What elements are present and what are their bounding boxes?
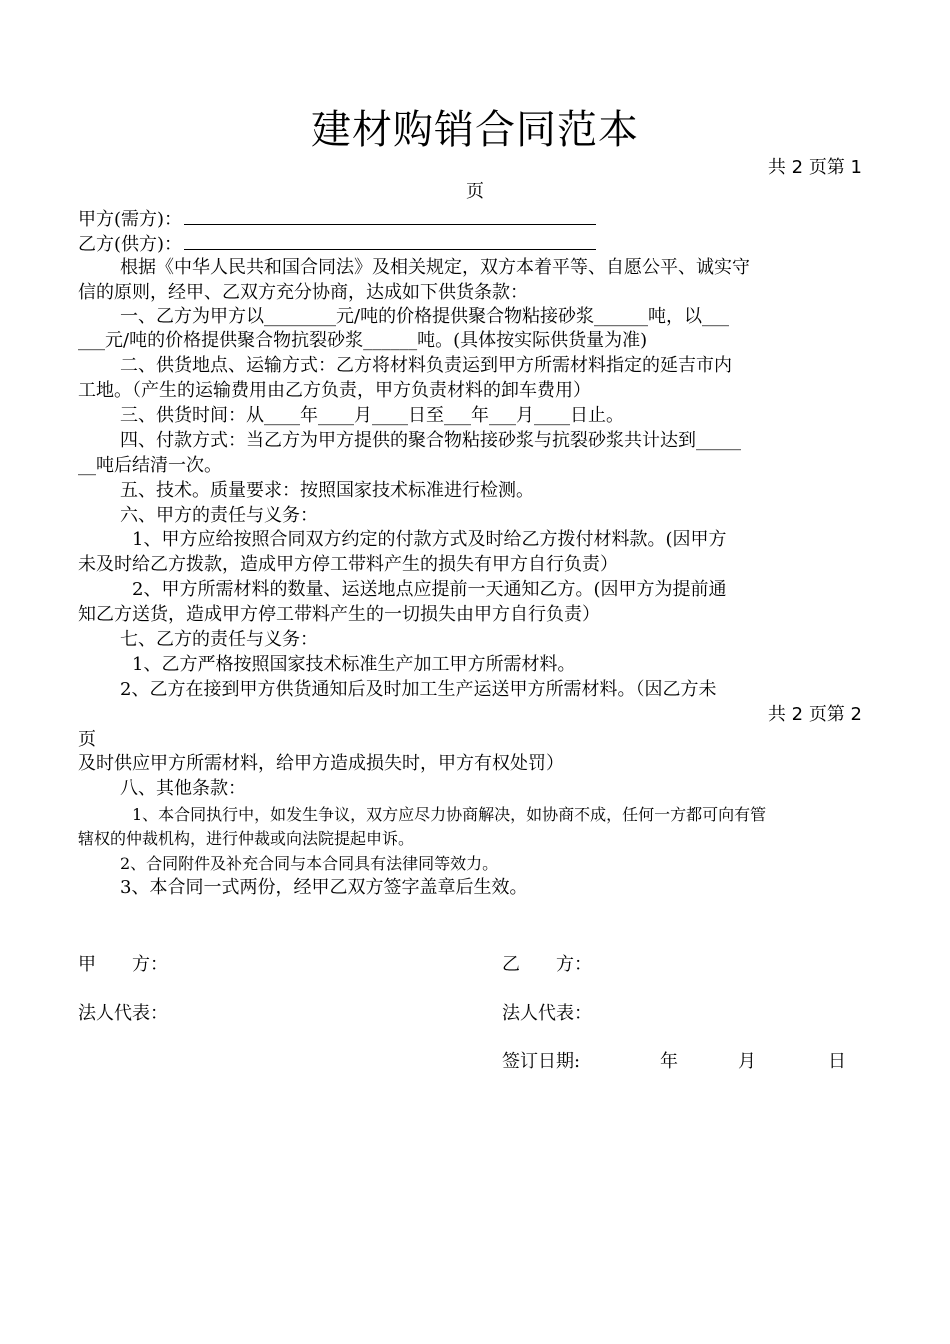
party-b-blank	[184, 231, 596, 250]
body-line: 根据《中华人民共和国合同法》及相关规定，双方本着平等、自愿公平、诚实守	[120, 257, 750, 278]
clause-8-1-line: 辖权的仲裁机构，进行仲裁或向法院提起申诉。	[78, 829, 415, 848]
clause-6-1-line: 1、甲方应给按照合同双方约定的付款方式及时给乙方拨付材料款。(因甲方	[132, 529, 727, 550]
clause-6-2-line: 2、甲方所需材料的数量、运送地点应提前一天通知乙方。(因甲方为提前通	[132, 579, 727, 600]
clause-6-2-line: 知乙方送货，造成甲方停工带料产生的一切损失由甲方自行负责）	[78, 604, 600, 625]
clause-1-line: ___元/吨的价格提供聚合物抗裂砂浆______吨。(具体按实际供货量为准)	[78, 330, 648, 351]
page-marker-2: 共 2 页第 2	[767, 704, 862, 725]
signing-date-year: 年	[660, 1051, 678, 1072]
signing-date-month: 月	[738, 1051, 756, 1072]
party-a-label: 甲方(需方)：	[78, 209, 183, 230]
party-a-field	[78, 206, 596, 232]
clause-2-line: 二、供货地点、运输方式：乙方将材料负责运到甲方所需材料指定的延吉市内	[120, 355, 732, 376]
page-marker-1-suffix: 页	[466, 181, 484, 202]
page-marker-2-suffix: 页	[78, 729, 96, 750]
signature-rep-a: 法人代表：	[78, 1003, 168, 1024]
page-marker-1: 共 2 页第 1	[767, 157, 862, 178]
party-a-blank	[184, 206, 596, 225]
clause-7-2-line: 及时供应甲方所需材料，给甲方造成损失时，甲方有权处罚）	[78, 753, 564, 774]
clause-1-line: 一、乙方为甲方以________元/吨的价格提供聚合物粘接砂浆______吨，以___	[120, 306, 730, 327]
clause-2-line: 工地。（产生的运输费用由乙方负责，甲方负责材料的卸车费用）	[78, 380, 591, 401]
clause-4-line: 四、付款方式：当乙方为甲方提供的聚合物粘接砂浆与抗裂砂浆共计达到_____	[120, 430, 741, 451]
clause-3-line: 三、供货时间：从____年____月____日至___年___月____日止。	[120, 405, 624, 426]
document-title: 建材购销合同范本	[311, 107, 639, 153]
clause-6-1-line: 未及时给乙方拨款，造成甲方停工带料产生的损失有甲方自行负责）	[78, 554, 618, 575]
clause-7-2-line: 2、乙方在接到甲方供货通知后及时加工生产运送甲方所需材料。（因乙方未	[120, 679, 717, 700]
signing-date-label: 签订日期:	[502, 1051, 581, 1072]
clause-5-line: 五、技术。质量要求：按照国家技术标准进行检测。	[120, 480, 534, 501]
signature-rep-b: 法人代表：	[502, 1003, 592, 1024]
clause-7-1-line: 1、乙方严格按照国家技术标准生产加工甲方所需材料。	[132, 654, 576, 675]
signature-party-b: 乙 方：	[502, 954, 592, 975]
signature-party-a: 甲 方：	[78, 954, 168, 975]
clause-8-1-line: 1、本合同执行中，如发生争议，双方应尽力协商解决，如协商不成，任何一方都可向有管	[132, 805, 767, 824]
signing-date-day: 日	[828, 1051, 846, 1072]
clause-8-2-line: 2、合同附件及补充合同与本合同具有法律同等效力。	[120, 854, 499, 873]
party-b-label: 乙方(供方)：	[78, 234, 183, 255]
clause-8-heading: 八、其他条款：	[120, 778, 246, 799]
body-line: 信的原则，经甲、乙双方充分协商，达成如下供货条款：	[78, 282, 528, 303]
clause-8-3-line: 3、本合同一式两份，经甲乙双方签字盖章后生效。	[120, 877, 528, 898]
party-b-field	[78, 231, 596, 257]
clause-4-line: __吨后结清一次。	[78, 455, 222, 476]
clause-6-heading: 六、甲方的责任与义务：	[120, 505, 318, 526]
clause-7-heading: 七、乙方的责任与义务：	[120, 629, 318, 650]
